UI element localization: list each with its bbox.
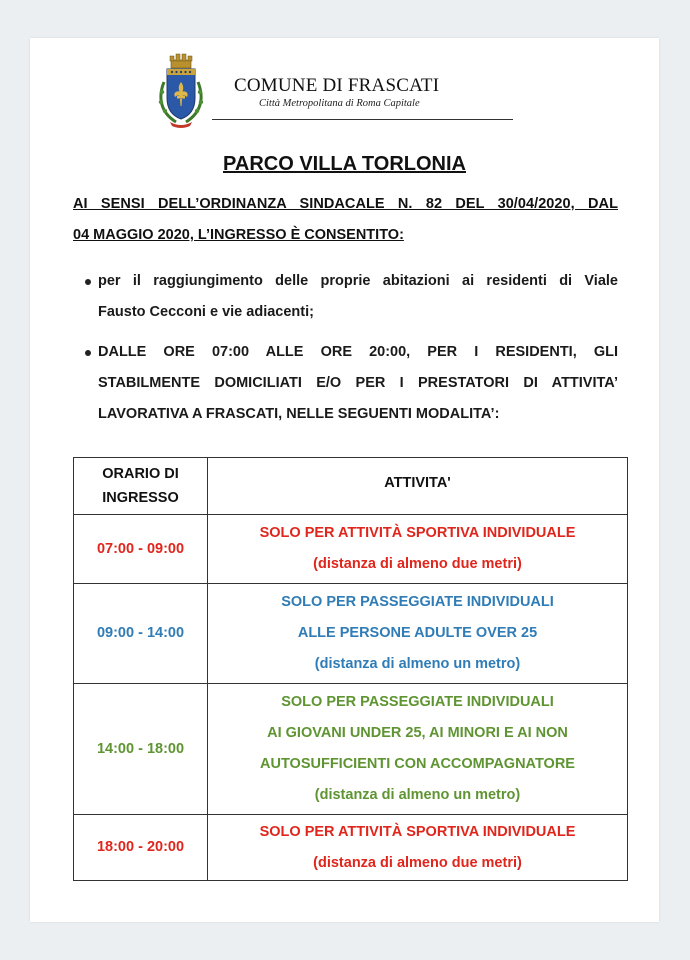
activity-cell bbox=[208, 584, 628, 684]
bullet-text-line: LAVORATIVA A FRASCATI, NELLE SEGUENTI MODALITA’: bbox=[98, 406, 500, 422]
document-title: PARCO VILLA TORLONIA bbox=[223, 153, 466, 175]
bullet-text-line: DALLE ORE 07:00 ALLE ORE 20:00, PER I RESIDENTI, GLI bbox=[98, 344, 618, 360]
frascati-coat-of-arms-icon bbox=[156, 52, 206, 130]
activity-line: AUTOSUFFICIENTI CON ACCOMPAGNATORE bbox=[260, 756, 575, 772]
activity-line: SOLO PER ATTIVITÀ SPORTIVA INDIVIDUALE bbox=[259, 823, 576, 840]
header-divider bbox=[212, 119, 513, 120]
time-cell: 14:00 - 18:00 bbox=[74, 684, 208, 815]
intro-line: AI SENSI DELL’ORDINANZA SINDACALE N. 82 DEL 30/04/2020, DAL bbox=[73, 196, 618, 212]
activity-cell bbox=[208, 515, 628, 584]
activity-line: (distanza di almeno due metri) bbox=[313, 854, 522, 871]
activity-line: AI GIOVANI UNDER 25, AI MINORI E AI NON bbox=[267, 725, 568, 741]
table-row bbox=[74, 515, 628, 584]
intro-line: 04 MAGGIO 2020, L’INGRESSO È CONSENTITO: bbox=[73, 227, 404, 243]
header-time-cell bbox=[74, 458, 208, 515]
town-name: COMUNE DI FRASCATI bbox=[234, 75, 440, 96]
activity-line: SOLO PER PASSEGGIATE INDIVIDUALI bbox=[281, 594, 554, 610]
header-time-label: ORARIO DI bbox=[102, 466, 179, 482]
bullet-text-line: per il raggiungimento delle proprie abitazioni ai residenti di Viale bbox=[98, 273, 618, 289]
activity-line: ALLE PERSONE ADULTE OVER 25 bbox=[297, 625, 538, 641]
table-row bbox=[74, 815, 628, 881]
bullet-icon bbox=[85, 350, 91, 356]
activity-line: (distanza di almeno due metri) bbox=[313, 556, 522, 572]
table-header-row bbox=[74, 458, 628, 515]
activity-line: SOLO PER PASSEGGIATE INDIVIDUALI bbox=[281, 694, 554, 710]
document-page bbox=[30, 38, 659, 922]
bullet-icon bbox=[85, 279, 91, 285]
table-row bbox=[74, 584, 628, 684]
activity-line: (distanza di almeno un metro) bbox=[314, 787, 521, 803]
activity-line: SOLO PER ATTIVITÀ SPORTIVA INDIVIDUALE bbox=[259, 525, 576, 541]
activity-cell bbox=[208, 684, 628, 815]
header-activity-cell: ATTIVITA' bbox=[208, 458, 628, 515]
bullet-text-line: Fausto Cecconi e vie adiacenti; bbox=[98, 304, 314, 320]
activity-line: (distanza di almeno un metro) bbox=[314, 656, 521, 672]
town-subtitle: Città Metropolitana di Roma Capitale bbox=[259, 98, 420, 109]
header-time-label: INGRESSO bbox=[102, 490, 179, 506]
time-cell: 07:00 - 09:00 bbox=[74, 515, 208, 584]
activity-cell bbox=[208, 815, 628, 881]
schedule-table bbox=[73, 457, 628, 881]
bullet-text-line: STABILMENTE DOMICILIATI E/O PER I PRESTATORI DI ATTIVITA’ bbox=[98, 375, 618, 391]
table-row bbox=[74, 684, 628, 815]
time-cell: 18:00 - 20:00 bbox=[74, 815, 208, 881]
time-cell: 09:00 - 14:00 bbox=[74, 584, 208, 684]
